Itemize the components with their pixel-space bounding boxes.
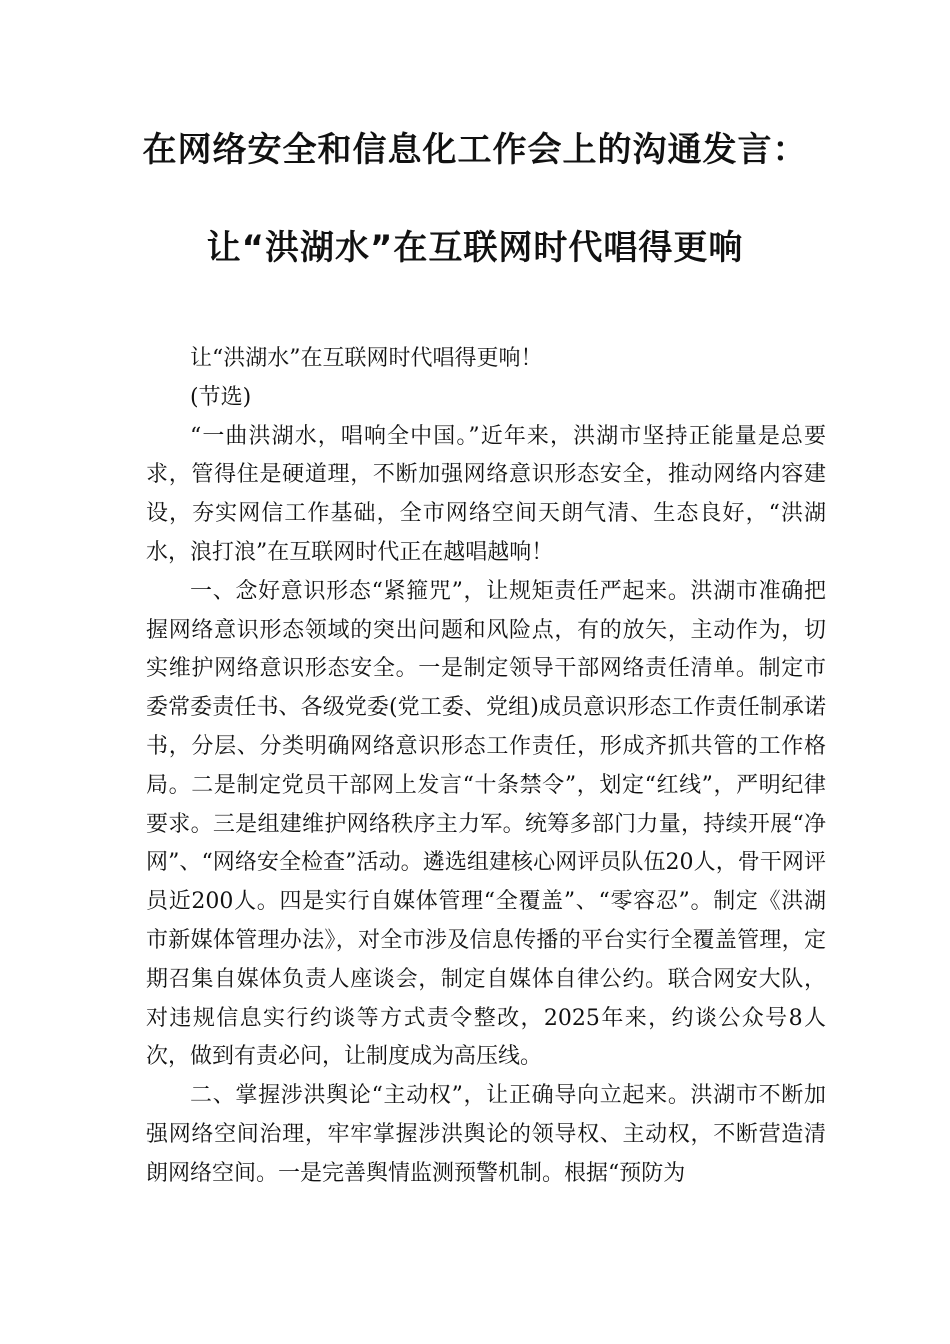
document-body [146,340,826,1194]
paragraph-excerpt-note: (节选) [190,384,252,410]
paragraph-section-1: 一、念好意识形态“紧箍咒”，让规矩责任严起来。洪湖市准确把握网络意识形态领域的突出问题和风险点，有的放矢，主动作为，切实维护网络意识形态安全。一是制定领导干部网络责任清单。制定市委常委责任书、各级党委(党工委、党组)成员意识形态工作责任制承诺书，分层、分类明确网络意识形态工作责任，形成齐抓共管的工作格局。二是制定党员干部网上发言“十条禁令”，划定“红线”，严明纪律要求。三是组建维护网络秩序主力军。统筹多部门力量，持续开展“净网”、“网络安全检查”活动。遴选组建核心网评员队伍20人，骨干网评员近200人。四是实行自媒体管理“全覆盖”、“零容忍”。制定《洪湖市新媒体管理办法》，对全市涉及信息传播的平台实行全覆盖管理，定期召集自媒体负责人座谈会，制定自媒体自律公约。联合网安大队，对违规信息实行约谈等方式责令整改，2025年来，约谈公众号8人次，做到有责必问，让制度成为高压线。 [146,578,826,1070]
document-title-line-2: 让“洪湖水”在互联网时代唱得更响 [206,228,744,268]
document-title-line-1: 在网络安全和信息化工作会上的沟通发言： [142,130,808,170]
paragraph-intro: “一曲洪湖水，唱响全中国。”近年来，洪湖市坚持正能量是总要求，管得住是硬道理，不断加强网络意识形态安全，推动网络内容建设，夯实网信工作基础，全市网络空间天朗气清、生态良好，“洪湖水，浪打浪”在互联网时代正在越唱越响！ [146,423,826,565]
paragraph-section-2: 二、掌握涉洪舆论“主动权”，让正确导向立起来。洪湖市不断加强网络空间治理，牢牢掌握涉洪舆论的领导权、主动权，不断营造清朗网络空间。一是完善舆情监测预警机制。根据“预防为 [146,1083,826,1186]
paragraph-subtitle: 让“洪湖水”在互联网时代唱得更响！ [190,346,543,371]
